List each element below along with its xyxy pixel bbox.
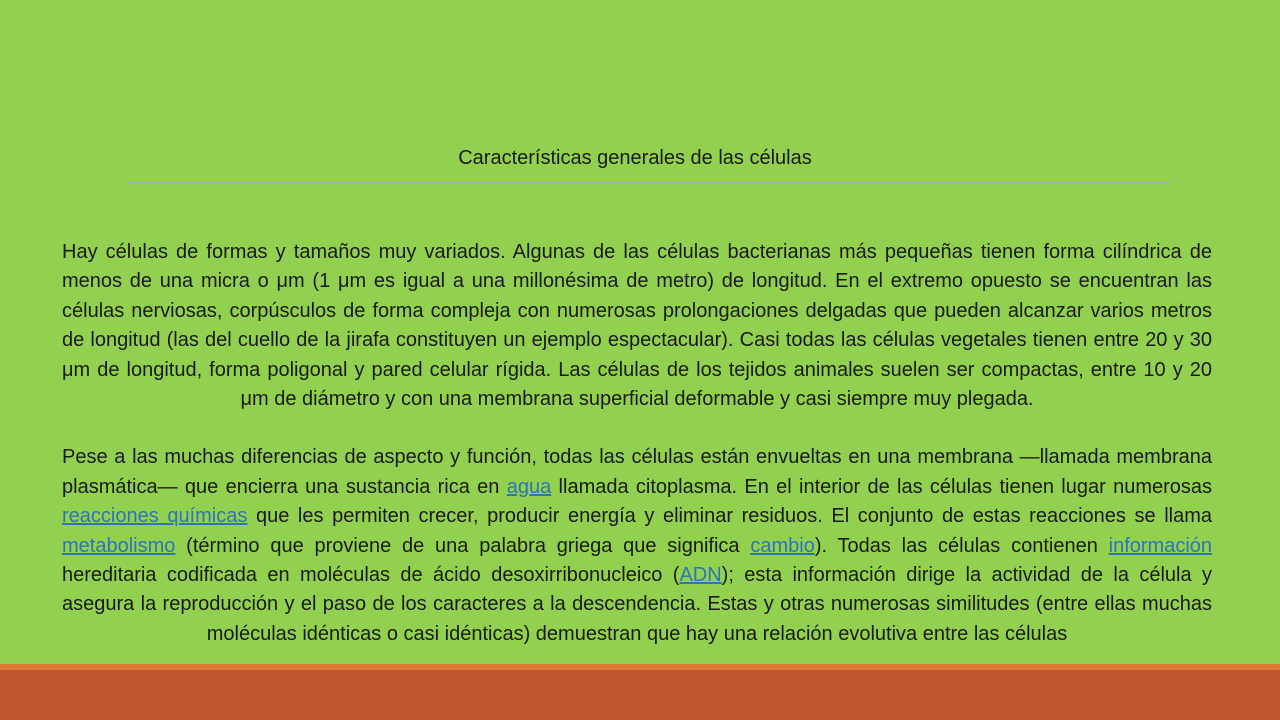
paragraph-cell-features — [62, 443, 1212, 649]
link-adn[interactable]: ADN — [679, 564, 722, 587]
title-divider — [126, 182, 1172, 183]
link-agua[interactable]: agua — [506, 475, 552, 498]
footer-accent-stripe — [0, 664, 1280, 670]
paragraph-text: ); esta información dirige la actividad de la célula y asegura la reproducción y el paso de los caracteres a la descendencia. Estas y otras numerosas similitudes (entre ellas muchas moléculas idénticas o casi idénticas) demuestran que hay una relación evolutiva entre las células — [62, 564, 1212, 645]
paragraph-cell-shapes: Hay células de formas y tamaños muy variados. Algunas de las células bacterianas más pequeñas tienen forma cilíndrica de menos de una micra o μm (1 μm es igual a una millonésima de metro) de longitud. En el extremo opuesto se encuentran las células nerviosas, corpúsculos de forma compleja con numerosas prolongaciones delgadas que pueden alcanzar varios metros de longitud (las del cuello de la jirafa constituyen un ejemplo espectacular). Casi todas las células vegetales tienen entre 20 y 30 μm de longitud, forma poligonal y pared celular rígida. Las células de los tejidos animales suelen ser compactas, entre 10 y 20 μm de diámetro y con una membrana superficial deformable y casi siempre muy plegada. — [62, 241, 1212, 411]
paragraph-text: ). Todas las células contienen — [814, 534, 1109, 557]
paragraph-text: hereditaria codificada en moléculas de ácido desoxirribonucleico ( — [62, 564, 680, 587]
link-informacion[interactable]: información — [1108, 534, 1213, 557]
paragraph-text: que les permiten crecer, producir energía y eliminar residuos. El conjunto de estas reacciones se llama — [247, 505, 1213, 528]
paragraph-text: Pese a las muchas diferencias de aspecto y función, todas las células están envueltas en una membrana —llamada membrana plasmática— que encierra una sustancia rica en — [62, 446, 1212, 498]
link-reacciones-quimicas[interactable]: reacciones químicas — [62, 505, 248, 528]
slide-title: Características generales de las células — [458, 147, 812, 169]
slide-body — [62, 238, 1212, 649]
footer-bar — [0, 664, 1280, 720]
link-metabolismo[interactable]: metabolismo — [62, 534, 176, 557]
paragraph-text: llamada citoplasma. En el interior de las células tienen lugar numerosas — [551, 475, 1213, 498]
link-cambio[interactable]: cambio — [750, 534, 815, 557]
paragraph-text: (término que proviene de una palabra griega que significa — [175, 534, 751, 557]
